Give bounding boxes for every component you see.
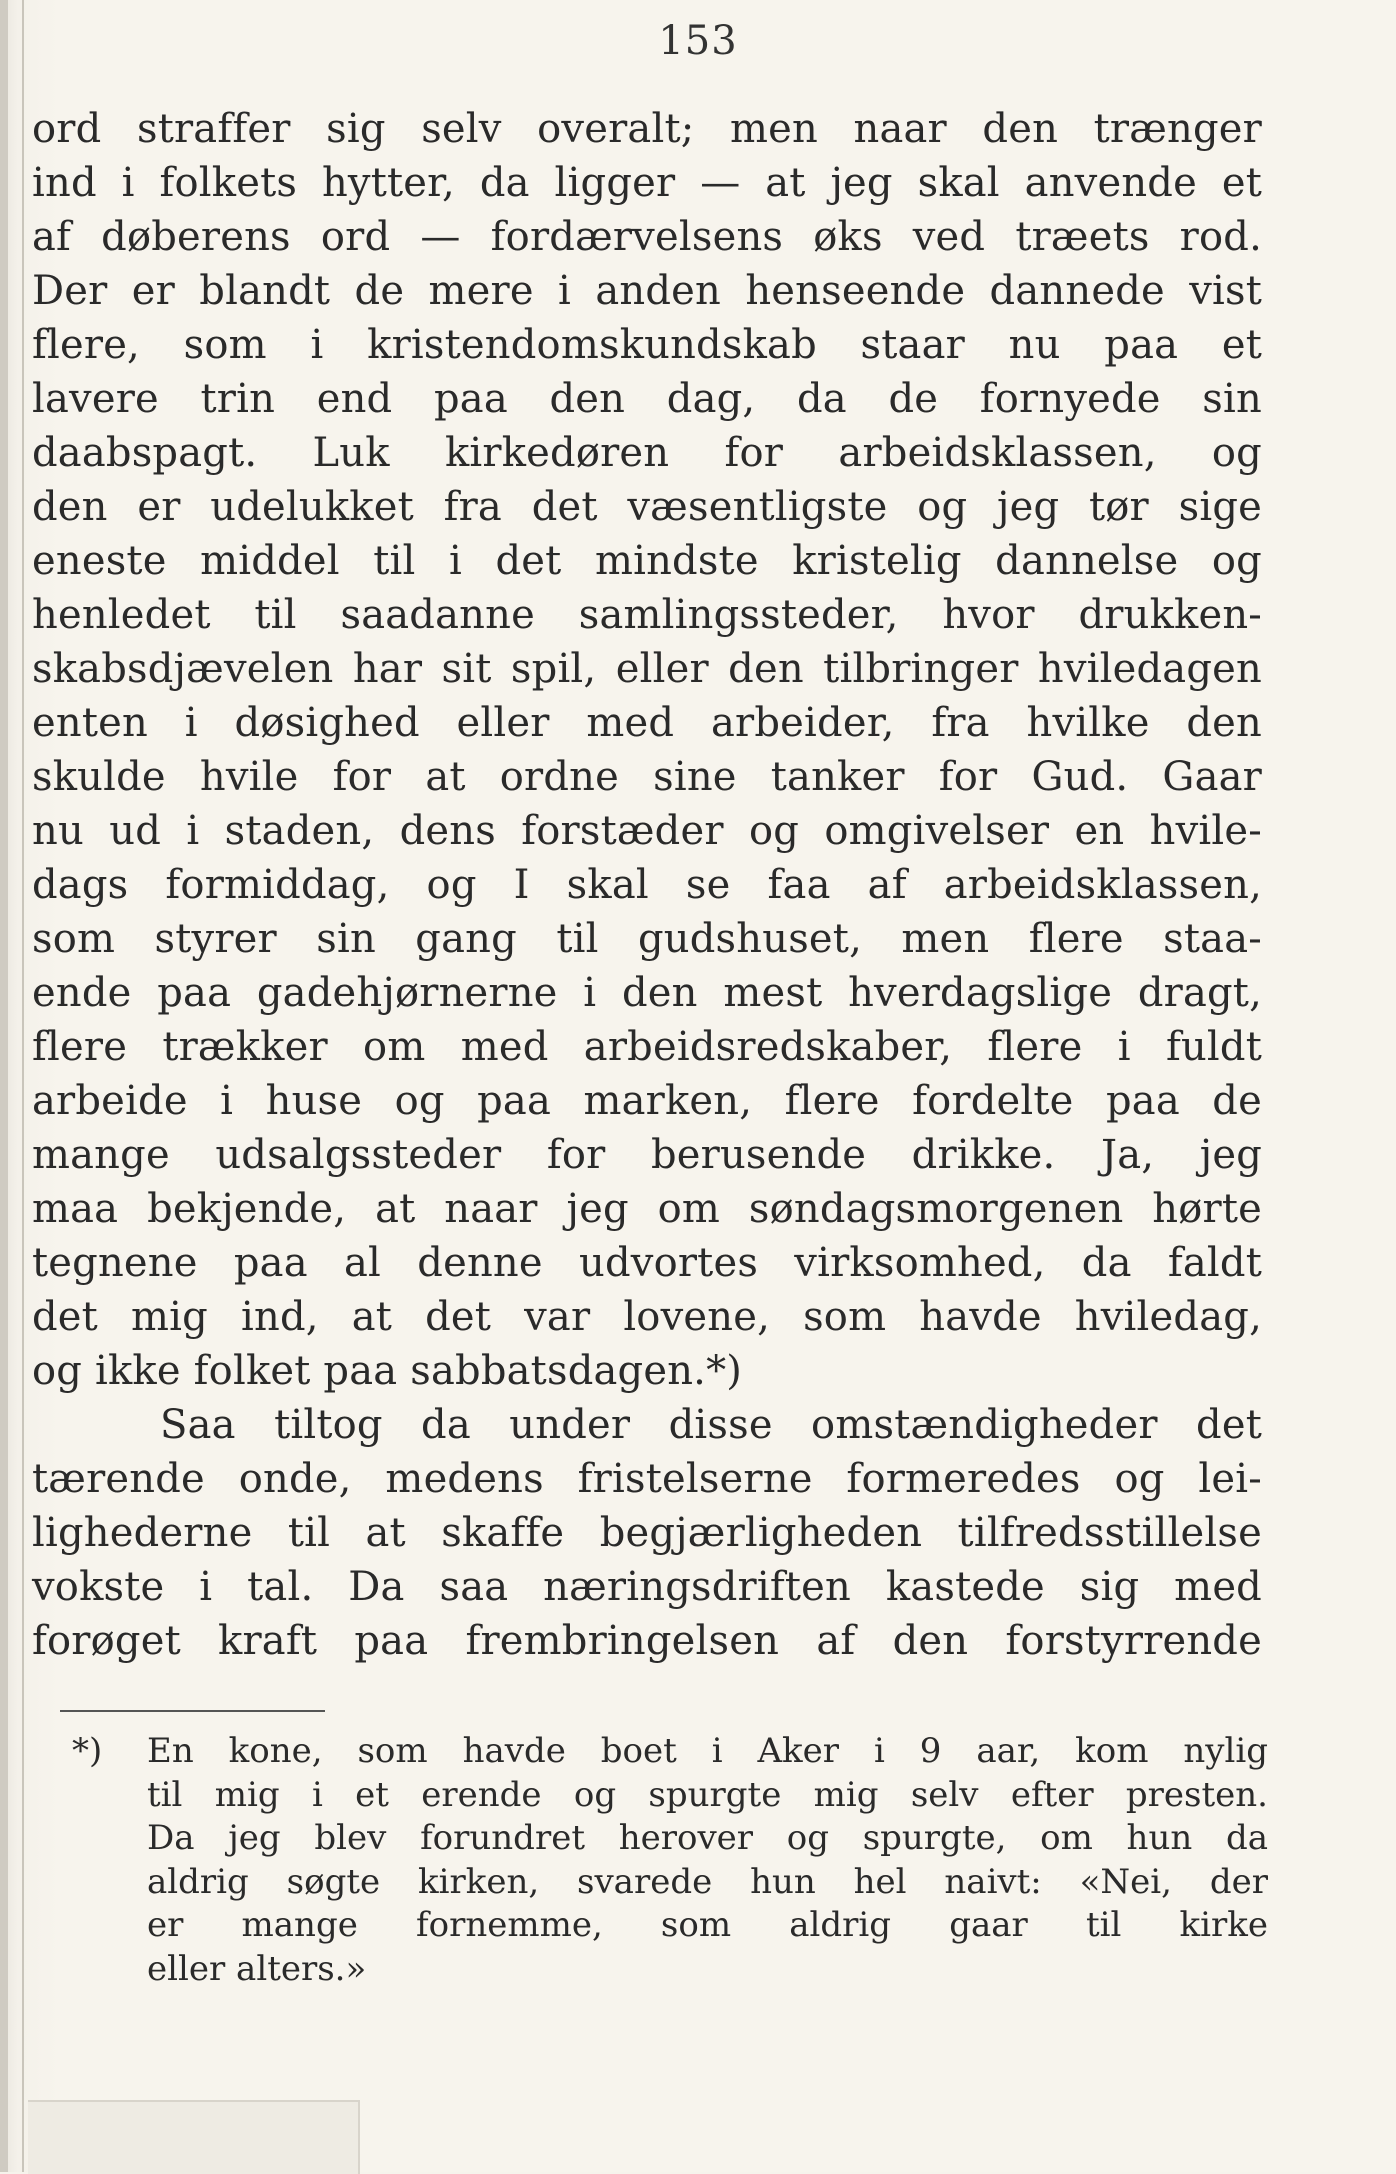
footnote-line [72,1730,1268,1774]
text-line: nu ud i staden, dens forstæder og omgivelser en hvile- [32,808,1262,854]
scan-artifact [28,2100,360,2174]
text-line: tegnene paa al denne udvortes virksomhed, da faldt [32,1240,1262,1286]
text-line: tærende onde, medens fristelserne formeredes og lei- [32,1456,1262,1502]
text-line: skulde hvile for at ordne sine tanker for Gud. Gaar [32,754,1262,800]
text-line-paragraph-start: Saa tiltog da under disse omstændigheder det [160,1402,1262,1448]
text-line: dags formiddag, og I skal se faa af arbeidsklassen, [32,862,1262,908]
text-line: den er udelukket fra det væsentligste og jeg tør sige [32,484,1262,530]
text-line: skabsdjævelen har sit spil, eller den tilbringer hviledagen [32,646,1262,692]
text-line: ind i folkets hytter, da ligger — at jeg skal anvende et [32,160,1262,206]
text-line: som styrer sin gang til gudshuset, men flere staa- [32,916,1262,962]
text-line: flere, som i kristendomskundskab staar nu paa et [32,322,1262,368]
binding-shadow-line [22,0,24,2172]
text-line: mange udsalgssteder for berusende drikke. Ja, jeg [32,1132,1262,1178]
text-line: forøget kraft paa frembringelsen af den forstyrrende [32,1618,1262,1664]
binding-edge [0,0,8,2172]
text-line: arbeide i huse og paa marken, flere fordelte paa de [32,1078,1262,1124]
footnote-line: eller alters.» [147,1948,367,1989]
footnote-line: er mange fornemme, som aldrig gaar til kirke [147,1905,1268,1945]
text-line: det mig ind, at det var lovene, som havde hviledag, [32,1294,1262,1340]
text-line: Der er blandt de mere i anden henseende dannede vist [32,268,1262,314]
footnote-line-text: En kone, som havde boet i Aker i 9 aar, kom nylig [147,1731,1268,1771]
text-line: eneste middel til i det mindste kristelig dannelse og [32,538,1262,584]
footnote-line: Da jeg blev forundret herover og spurgte, om hun da [147,1818,1268,1858]
text-line: henledet til saadanne samlingssteder, hvor drukken- [32,592,1262,638]
text-line: daabspagt. Luk kirkedøren for arbeidsklassen, og [32,430,1262,476]
text-line: lighederne til at skaffe begjærligheden tilfredsstillelse [32,1510,1262,1556]
text-line: flere trækker om med arbeidsredskaber, flere i fuldt [32,1024,1262,1070]
text-line: vokste i tal. Da saa næringsdriften kastede sig med [32,1564,1262,1610]
footnote-line: til mig i et erende og spurgte mig selv efter presten. [147,1774,1268,1815]
footnote-divider [60,1710,325,1712]
text-line: ord straffer sig selv overalt; men naar den trænger [32,106,1262,152]
text-line: ende paa gadehjørnerne i den mest hverdagslige dragt, [32,970,1262,1016]
text-line: enten i døsighed eller med arbeider, fra hvilke den [32,700,1262,746]
body-text [32,102,1262,1668]
page-number: 153 [658,18,738,64]
text-line: maa bekjende, at naar jeg om søndagsmorgenen hørte [32,1186,1262,1232]
footnote [72,1730,1268,1991]
footnote-line: aldrig søgte kirken, svarede hun hel naivt: «Nei, der [147,1861,1268,1902]
text-line: lavere trin end paa den dag, da de fornyede sin [32,376,1262,422]
text-line-paragraph-end: og ikke folket paa sabbatsdagen.*) [32,1348,743,1394]
footnote-marker: *) [72,1731,103,1771]
text-line: af døberens ord — fordærvelsens øks ved træets rod. [32,214,1262,260]
